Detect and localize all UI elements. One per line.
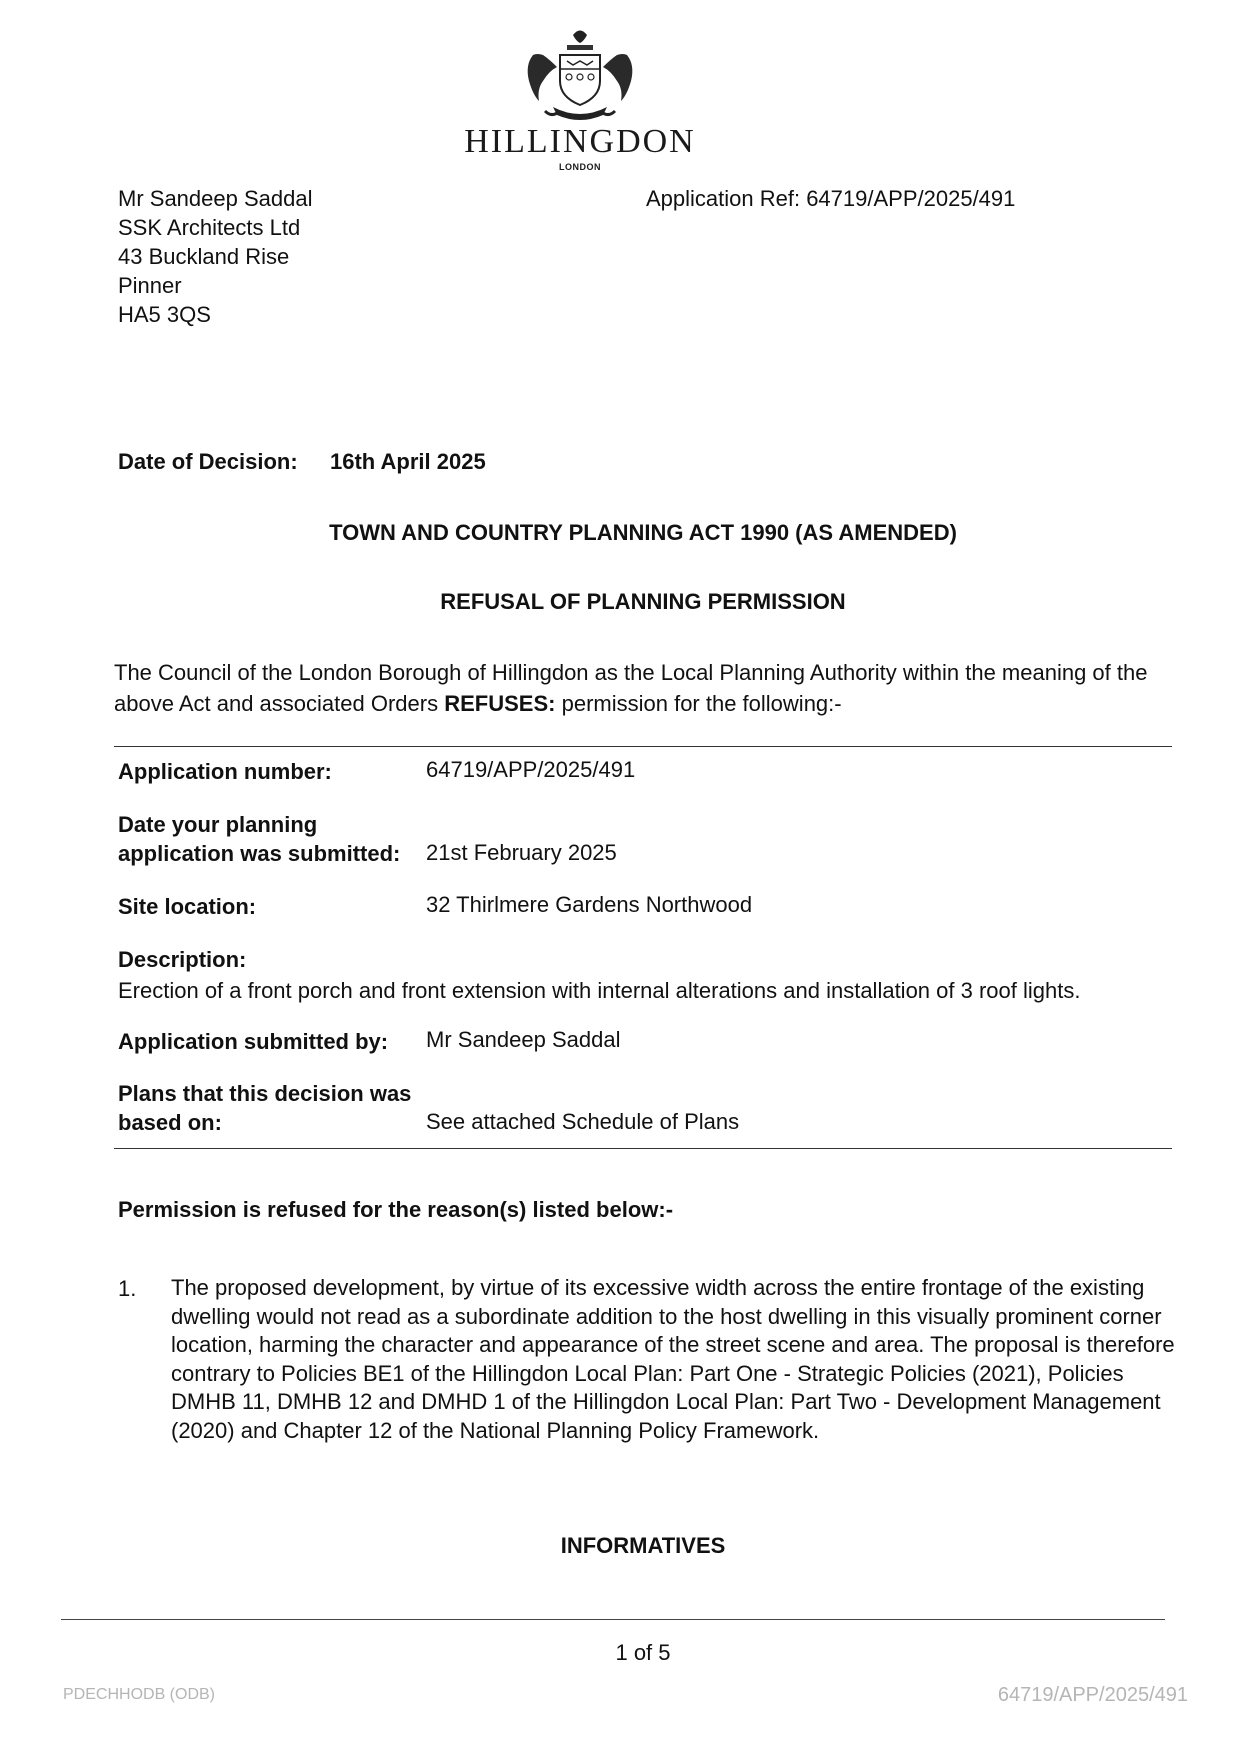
application-number-value: 64719/APP/2025/491: [426, 757, 636, 782]
submitted-date-label: [118, 810, 400, 868]
decision-date-value: 16th April 2025: [330, 449, 486, 474]
decision-date-label: Date of Decision:: [118, 449, 298, 474]
recipient-town: Pinner: [118, 273, 182, 298]
plans-label: [118, 1079, 411, 1137]
intro-text-end: permission for the following:-: [561, 691, 842, 716]
decision-title: REFUSAL OF PLANNING PERMISSION: [440, 589, 846, 614]
refuses-emphasis: REFUSES:: [444, 691, 556, 716]
recipient-name: Mr Sandeep Saddal: [118, 186, 313, 211]
reasons-heading: Permission is refused for the reason(s) listed below:-: [118, 1197, 674, 1222]
recipient-street: 43 Buckland Rise: [118, 244, 290, 269]
intro-paragraph: [114, 657, 1174, 719]
submitted-by-label: Application submitted by:: [118, 1029, 389, 1054]
footer-reference: 64719/APP/2025/491: [997, 1684, 1188, 1706]
plans-value: See attached Schedule of Plans: [426, 1109, 740, 1134]
coat-of-arms-icon: [455, 25, 705, 125]
submitted-date-label-line2: application was submitted:: [118, 841, 401, 866]
application-number-label: Application number:: [118, 759, 332, 784]
act-title: TOWN AND COUNTRY PLANNING ACT 1990 (AS AMENDED): [329, 520, 957, 545]
recipient-postcode: HA5 3QS: [118, 302, 211, 327]
intro-text: The Council of the London Borough of Hillingdon as the Local Planning Authority within the meaning of the above Act and associated Orders: [114, 660, 1148, 716]
table-bottom-rule: [114, 1148, 1172, 1149]
footer-code: PDECHHODB (ODB): [63, 1686, 216, 1703]
description-label: Description:: [118, 947, 247, 972]
submitted-date-label-line1: Date your planning: [118, 812, 318, 837]
page-number: 1 of 5: [615, 1640, 671, 1665]
plans-label-line2: based on:: [118, 1110, 222, 1135]
site-location-label: Site location:: [118, 894, 257, 919]
table-top-rule: [114, 746, 1172, 747]
informatives-heading: INFORMATIVES: [560, 1533, 726, 1558]
application-reference: Application Ref: 64719/APP/2025/491: [646, 186, 1016, 211]
council-logo: [455, 25, 705, 173]
recipient-company: SSK Architects Ltd: [118, 215, 301, 240]
submitted-by-value: Mr Sandeep Saddal: [426, 1027, 621, 1052]
recipient-address: [118, 184, 312, 329]
footer-rule: [61, 1619, 1165, 1620]
reason-number: 1.: [118, 1276, 137, 1301]
logo-subtitle: LONDON: [559, 162, 601, 172]
site-location-value: 32 Thirlmere Gardens Northwood: [426, 892, 753, 917]
reason-text: The proposed development, by virtue of its excessive width across the entire frontage of the existing dwelling would not read as a subordinate addition to the host dwelling in this visually prominent corner location, harming the character and appearance of the street scene and area. The proposal is therefore contrary to Policies BE1 of the Hillingdon Local Plan: Part One - Strategic Policies (2021), Policies DMHB 11, DMHB 12 and DMHD 1 of the Hillingdon Local Plan: Part Two - Development Management (2020) and Chapter 12 of the National Planning Policy Framework.: [171, 1275, 1175, 1443]
logo-wordmark: HILLINGDON: [464, 123, 696, 160]
submitted-date-value: 21st February 2025: [426, 840, 617, 865]
description-value: Erection of a front porch and front extension with internal alterations and installation of 3 roof lights.: [118, 978, 1081, 1003]
plans-label-line1: Plans that this decision was: [118, 1081, 412, 1106]
